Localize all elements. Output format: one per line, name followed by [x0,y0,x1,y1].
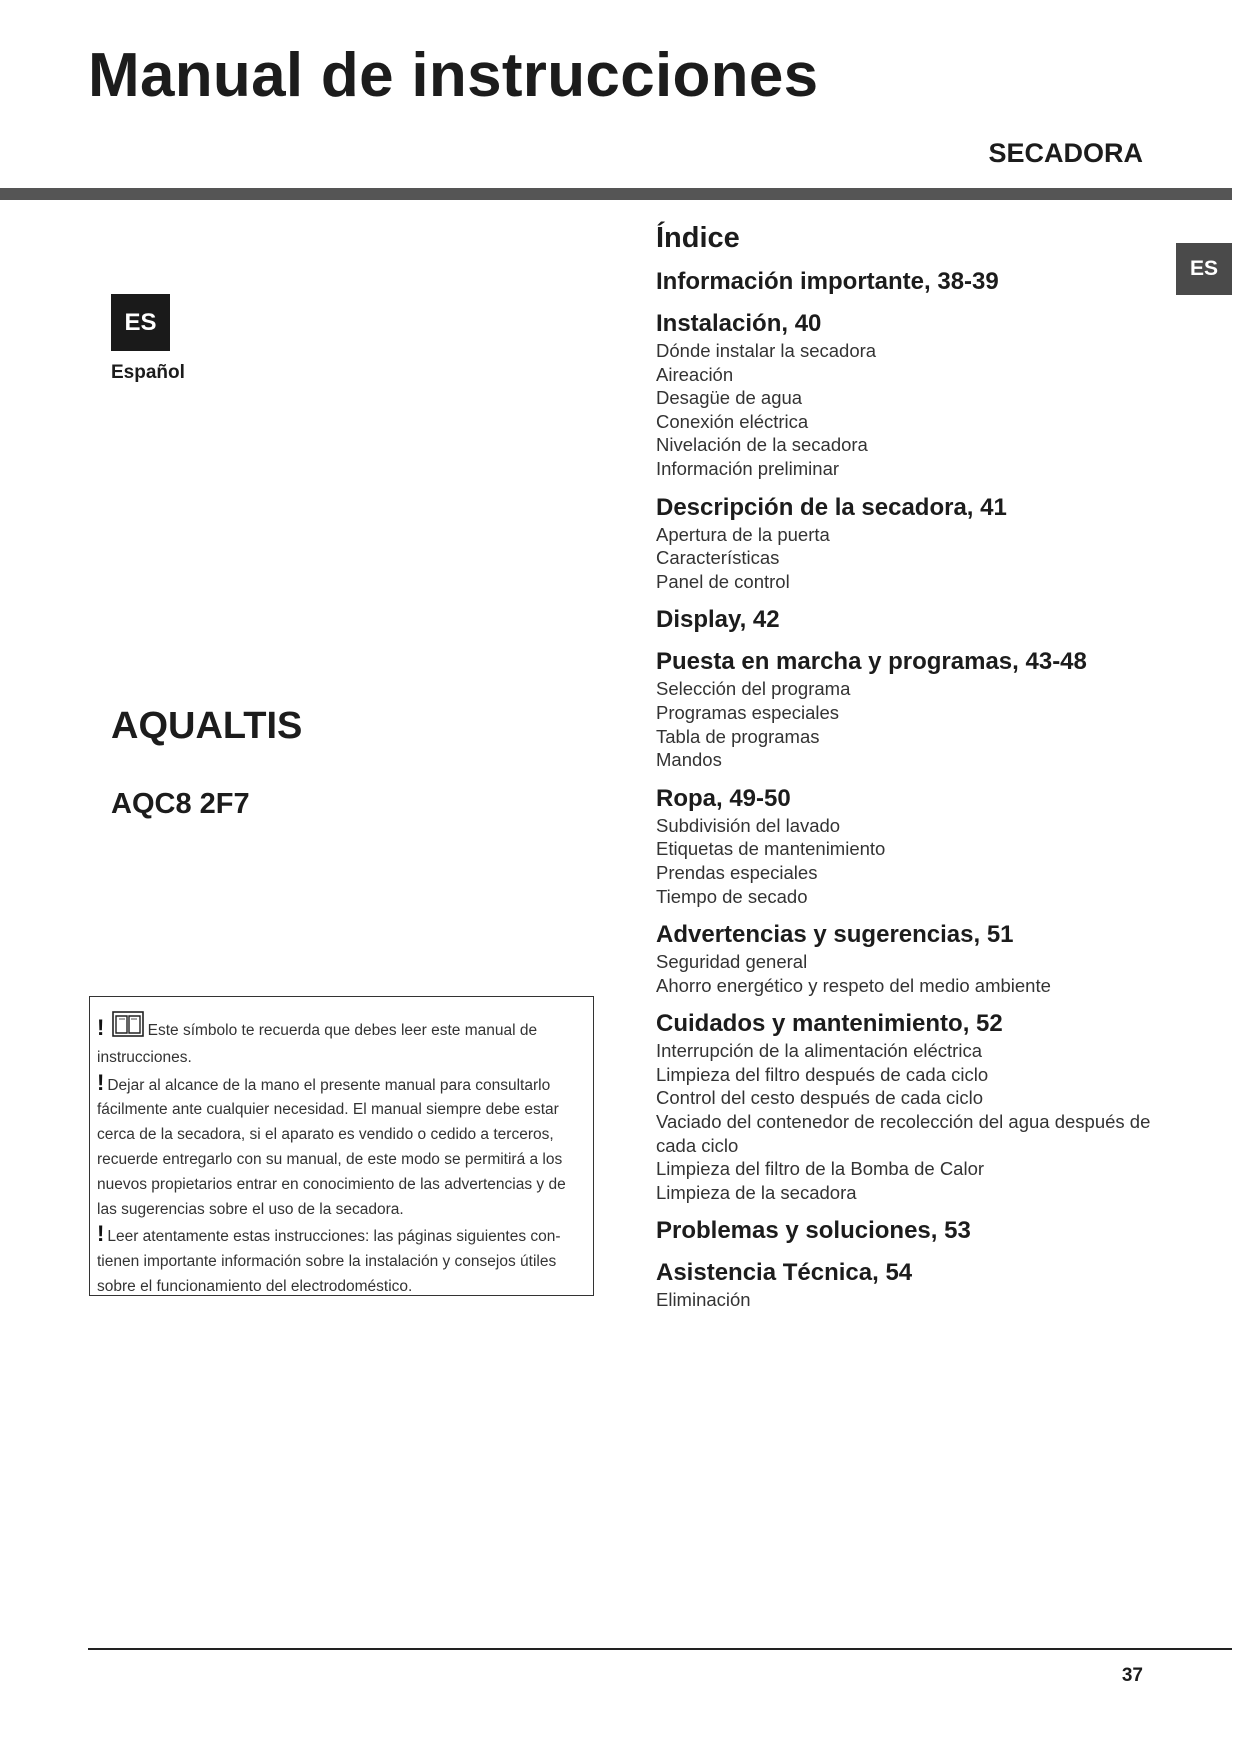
product-brand: AQUALTIS [111,705,303,747]
exclamation-icon: ! [97,1221,105,1247]
toc-item: Eliminación [656,1289,751,1311]
header-divider [0,188,1232,200]
toc-item: Subdivisión del lavado [656,814,841,836]
toc-item: Interrupción de la alimentación eléctrica [656,1040,982,1062]
toc-section [656,784,1156,908]
toc-item: Programas especiales [656,701,840,723]
toc-heading: Puesta en marcha y programas, 43-48 [656,648,1087,676]
toc-heading: Cuidados y mantenimiento, 52 [656,1010,1003,1038]
toc-item: Prendas especiales [656,861,818,883]
notice-box [89,996,594,1296]
toc-section [656,493,1156,594]
toc-section [656,309,1156,481]
toc-item: Conexión eléctrica [656,410,809,432]
toc-item: Desagüe de agua [656,387,803,409]
book-icon [112,1011,144,1046]
toc-heading: Problemas y soluciones, 53 [656,1217,971,1245]
toc-heading: Advertencias y sugerencias, 51 [656,921,1014,949]
toc-heading: Instalación, 40 [656,310,822,337]
toc-heading: Display, 42 [656,606,780,634]
toc-item: Apertura de la puerta [656,523,830,545]
toc-section [656,1009,1156,1204]
language-side-tab: ES [1176,243,1232,295]
toc-item: Vaciado del contenedor de recolección del agua después de cada ciclo [656,1111,1151,1156]
toc-heading: Ropa, 49-50 [656,784,791,812]
toc-section [656,920,1156,997]
language-label: Español [111,362,185,383]
toc-item: Seguridad general [656,951,808,973]
toc-item: Tiempo de secado [656,885,808,907]
notice-text: Dejar al alcance de la mano el presente manual para consultarlo fácilmente ante cualquier necesidad. El manual siempre debe estar cerca de la secadora, si el aparato es vendido o cedido a terceros, recuerde entregarlo con su manual, de este modo se permitirá a los nuevos propietarios entrar en conocimiento de las advertencias y de las sugerencias sobre el uso de la secadora. [97,1076,566,1218]
toc-item: Panel de control [656,570,790,592]
toc-section [656,605,1156,635]
toc-heading: Descripción de la secadora, 41 [656,493,1007,521]
toc-item: Información preliminar [656,457,840,479]
notice-paragraph [97,1222,583,1299]
toc-item: Control del cesto después de cada ciclo [656,1087,984,1109]
product-type-label: SECADORA [988,138,1143,168]
product-model: AQC8 2F7 [111,788,250,820]
toc-item: Tabla de programas [656,725,820,747]
toc-item: Mandos [656,749,722,771]
exclamation-icon: ! [97,1015,105,1040]
toc-section [656,1216,1156,1246]
toc-item: Selección del programa [656,678,851,700]
language-badge: ES [111,294,170,351]
notice-paragraph [97,1011,583,1071]
toc-item: Aireación [656,363,734,385]
exclamation-icon: ! [97,1069,105,1095]
toc-item: Ahorro energético y respeto del medio ambiente [656,974,1051,996]
toc-heading: Asistencia Técnica, 54 [656,1259,913,1287]
toc-section [656,647,1156,771]
page-number: 37 [1121,1665,1143,1686]
toc-sections [656,267,1156,1312]
notice-text: Este símbolo te recuerda que debes leer este manual de instrucciones. [97,1022,538,1066]
toc-section [656,267,1156,297]
footer-divider [88,1648,1232,1650]
toc-section [656,1258,1156,1312]
toc-heading: Información importante, 38-39 [656,268,999,295]
toc-item: Nivelación de la secadora [656,434,868,456]
table-of-contents [656,222,1156,1324]
toc-item: Dónde instalar la secadora [656,340,877,361]
toc-item: Limpieza del filtro después de cada ciclo [656,1063,989,1085]
notice-text: Leer atentamente estas instrucciones: las páginas siguientes contienen importante información sobre la instalación y consejos útiles sobre el funcionamiento del electrodoméstico. [97,1228,561,1295]
toc-item: Etiquetas de mantenimiento [656,838,886,860]
toc-item: Limpieza de la secadora [656,1181,857,1203]
toc-title: Índice [656,222,740,254]
page-title: Manual de instrucciones [88,41,819,110]
toc-item: Características [656,547,780,569]
notice-paragraph [97,1071,583,1223]
toc-item: Limpieza del filtro de la Bomba de Calor [656,1158,985,1180]
